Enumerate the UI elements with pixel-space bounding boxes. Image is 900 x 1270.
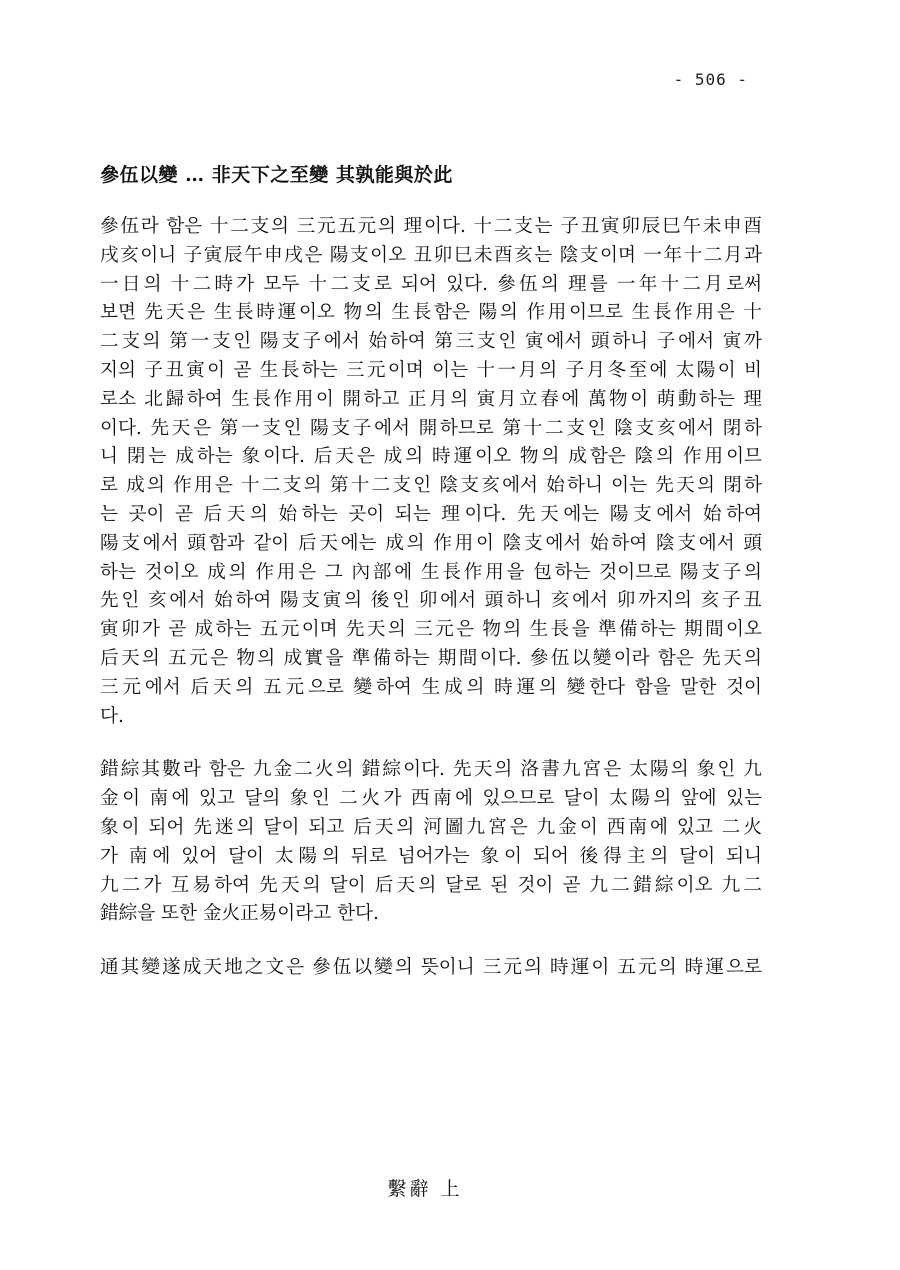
text-line: 金이 南에 있고 달의 象인 二火가 西南에 있으므로 달이 太陽의 앞에 있는 — [100, 788, 762, 810]
text-line: 一日의 十二時가 모두 十二支로 되어 있다. 參伍의 理를 一年十二月로써 — [100, 273, 762, 295]
footer-title: 繫辭 上 — [387, 1178, 463, 1200]
text-line: 보면 先天은 生長時運이오 物의 生長함은 陽의 作用이므로 生長作用은 十 — [100, 302, 762, 324]
page-number: - 506 - — [673, 70, 748, 89]
text-line: 로소 北歸하여 生長作用이 開하고 正月의 寅月立春에 萬物이 萌動하는 理 — [100, 388, 762, 410]
text-line: 하는 것이오 成의 作用은 그 內部에 生長作用을 包하는 것이므로 陽支子의 — [100, 561, 762, 583]
text-line: 로 成의 作用은 十二支의 第十二支인 陰支亥에서 始하니 이는 先天의 閉하 — [100, 475, 762, 497]
text-line: 二支의 第一支인 陽支子에서 始하여 第三支인 寅에서 頭하니 子에서 寅까 — [100, 331, 762, 353]
text-line: 九二가 互易하여 先天의 달이 后天의 달로 된 것이 곧 九二錯綜이오 九二 — [100, 874, 762, 896]
text-line: 지의 子丑寅이 곧 生長하는 三元이며 이는 十一月의 子月冬至에 太陽이 비 — [100, 359, 762, 381]
text-line: 戌亥이니 子寅辰午申戌은 陽支이오 丑卯巳未酉亥는 陰支이며 一年十二月과 — [100, 244, 762, 266]
text-line: 后天의 五元은 物의 成實을 準備하는 期間이다. 參伍以變이라 함은 先天의 — [100, 647, 762, 669]
text-line: 先인 亥에서 始하여 陽支寅의 後인 卯에서 頭하니 亥에서 卯까지의 亥子丑 — [100, 590, 762, 612]
text-line: 象이 되어 先迷의 달이 되고 后天의 河圖九宮은 九金이 西南에 있고 二火 — [100, 816, 762, 838]
text-line: 三元에서 后天의 五元으로 變하여 生成의 時運의 變한다 함을 말한 것이 — [100, 676, 762, 698]
text-line: 는 곳이 곧 后天의 始하는 곳이 되는 理이다. 先天에는 陽支에서 始하여 — [100, 503, 762, 525]
paragraph-1 — [100, 213, 762, 731]
text-line: 寅卯가 곧 成하는 五元이며 先天의 三元은 物의 生長을 準備하는 期間이오 — [100, 619, 762, 641]
text-line: 가 南에 있어 달이 太陽의 뒤로 넘어가는 象이 되어 後得主의 달이 되니 — [100, 845, 762, 867]
text-line: 다. — [100, 705, 124, 727]
text-line: 通其變遂成天地之文은 參伍以變의 뜻이니 三元의 時運이 五元의 時運으로 — [100, 957, 762, 979]
paragraph-3 — [100, 954, 762, 983]
text-line: 陽支에서 頭함과 같이 后天에는 成의 作用이 陰支에서 始하여 陰支에서 頭 — [100, 532, 762, 554]
section-heading: 參伍以變 … 非天下之至變 其孰能與於此 — [100, 164, 453, 186]
paragraph-2 — [100, 756, 762, 929]
text-line: 錯綜其數라 함은 九金二火의 錯綜이다. 先天의 洛書九宮은 太陽의 象인 九 — [100, 759, 762, 781]
text-line: 니 閉는 成하는 象이다. 后天은 成의 時運이오 物의 成함은 陰의 作用이므 — [100, 446, 762, 468]
text-line: 이다. 先天은 第一支인 陽支子에서 開하므로 第十二支인 陰支亥에서 閉하 — [100, 417, 762, 439]
text-line: 參伍라 함은 十二支의 三元五元의 理이다. 十二支는 子丑寅卯辰巳午未申酉 — [100, 216, 762, 237]
body-text — [100, 213, 762, 1008]
text-line: 錯綜을 또한 金火正易이라고 한다. — [100, 903, 379, 925]
